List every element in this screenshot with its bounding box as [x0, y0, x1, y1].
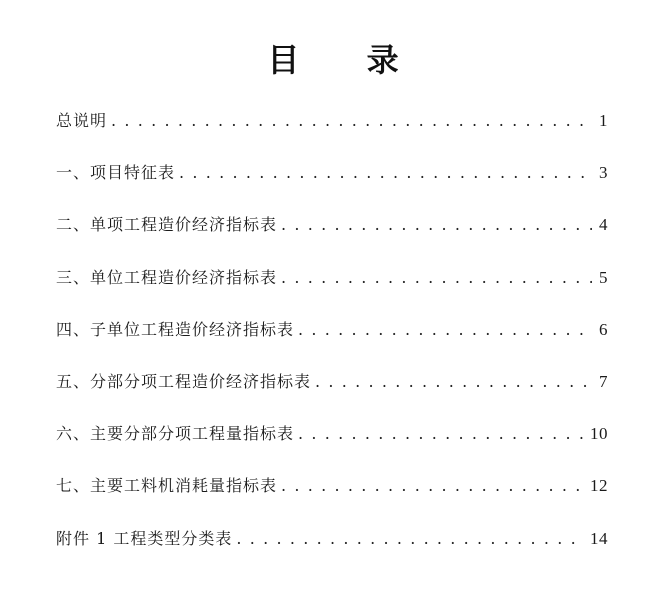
- toc-entry-label: 四、子单位工程造价经济指标表: [56, 319, 295, 339]
- toc-entry-label: 一、项目特征表: [56, 163, 176, 183]
- page-title: 目 录: [267, 41, 427, 79]
- dot-leader: [111, 104, 592, 138]
- toc-entry-label: 三、单位工程造价经济指标表: [56, 267, 278, 287]
- dot-leader: [298, 313, 592, 347]
- toc-entry-single-project-index[interactable]: [56, 208, 608, 260]
- toc-entry-sub-unit-project-index[interactable]: [56, 313, 608, 365]
- toc-entry-consumption-index[interactable]: [56, 469, 608, 521]
- dot-leader: [281, 208, 592, 242]
- toc-entry-subdivision-index[interactable]: [56, 365, 608, 417]
- dot-leader: [281, 469, 584, 503]
- toc-page-number: 6: [599, 319, 608, 339]
- toc-entry-project-features[interactable]: [56, 156, 608, 208]
- toc-entry-label: 七、主要工料机消耗量指标表: [56, 476, 278, 496]
- table-of-contents: [56, 104, 608, 574]
- dot-leader: [298, 417, 584, 451]
- toc-entry-label: 附件 1 工程类型分类表: [56, 528, 233, 548]
- dot-leader: [179, 156, 592, 190]
- dot-leader: [236, 522, 584, 556]
- dot-leader: [315, 365, 592, 399]
- toc-page-number: 4: [599, 215, 608, 235]
- toc-entry-label: 二、单项工程造价经济指标表: [56, 215, 278, 235]
- toc-entry-label: 五、分部分项工程造价经济指标表: [56, 371, 312, 391]
- toc-entry-unit-project-index[interactable]: [56, 261, 608, 313]
- toc-page-number: 12: [590, 476, 608, 496]
- toc-page-number: 14: [590, 528, 608, 548]
- toc-entry-label: 六、主要分部分项工程量指标表: [56, 424, 295, 444]
- toc-page-number: 1: [599, 111, 608, 130]
- toc-page-number: 5: [599, 267, 608, 287]
- toc-page-number: 3: [599, 163, 608, 183]
- toc-entry-label: 总说明: [56, 111, 108, 130]
- toc-page-number: 7: [599, 371, 608, 391]
- toc-entry-general-notes[interactable]: [56, 104, 608, 156]
- toc-entry-appendix-1[interactable]: [56, 522, 608, 574]
- toc-page-number: 10: [590, 424, 608, 444]
- dot-leader: [281, 261, 592, 295]
- toc-entry-quantity-index[interactable]: [56, 417, 608, 469]
